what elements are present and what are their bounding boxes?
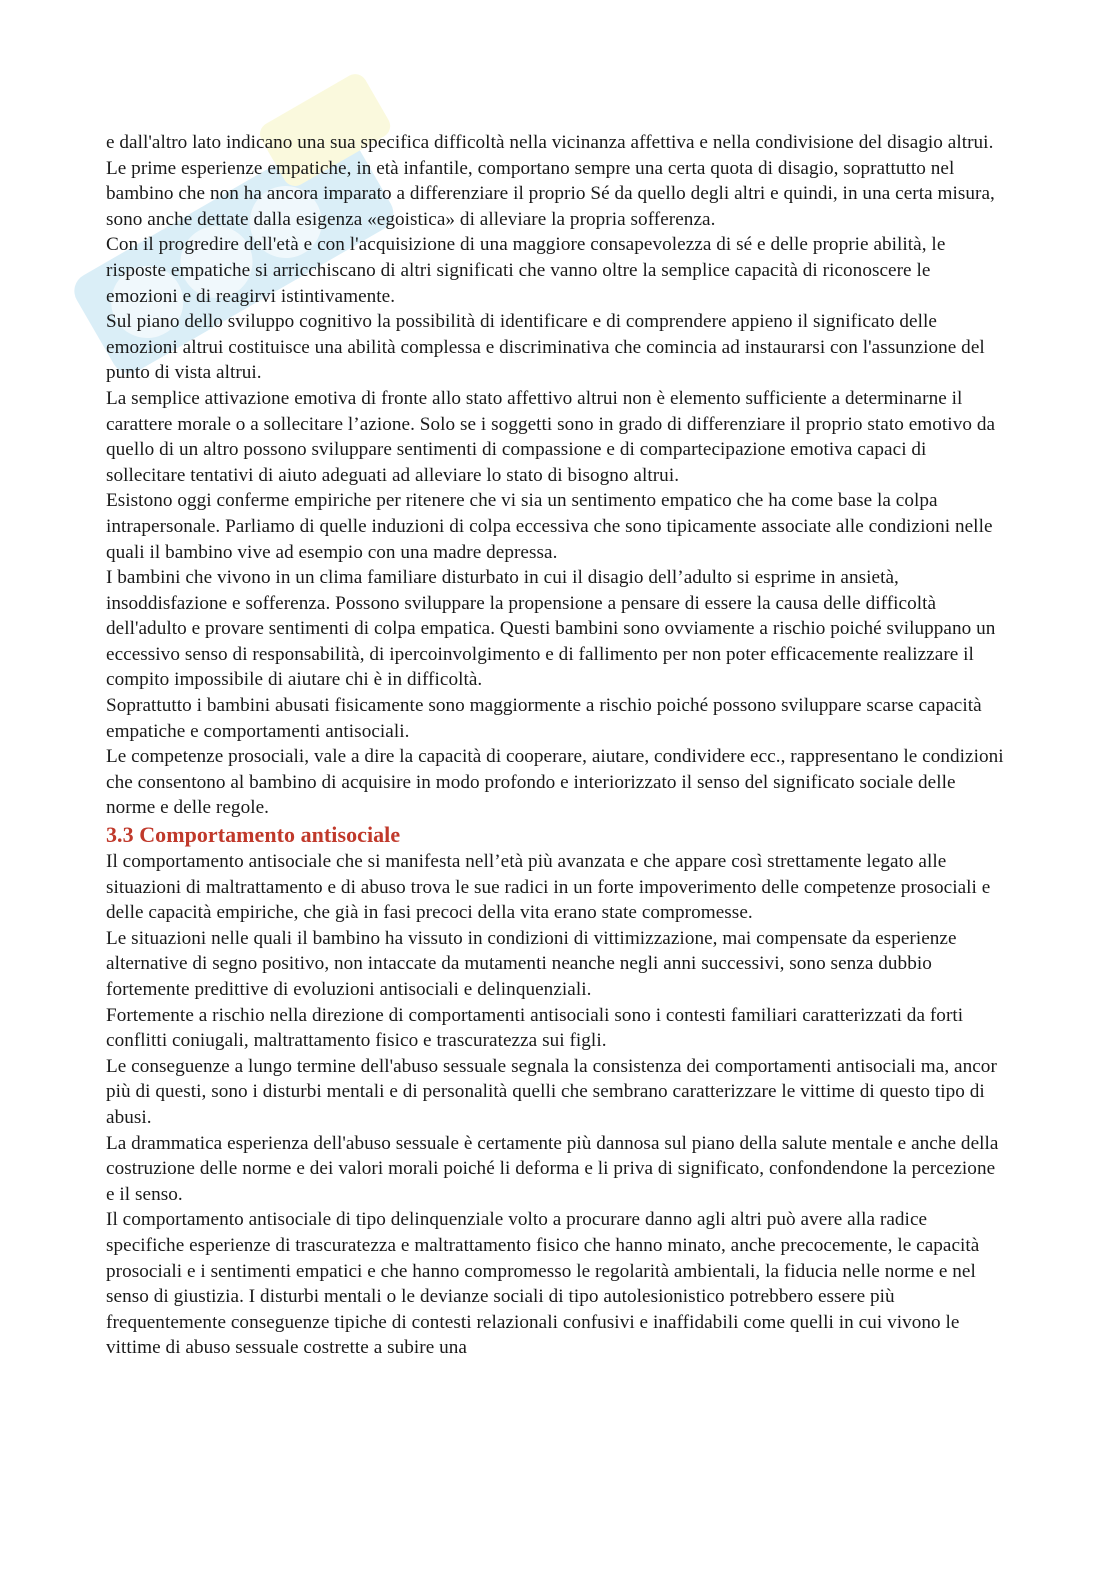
paragraph: Le competenze prosociali, vale a dire la capacità di cooperare, aiutare, condividere ecc., rappresentano le condizioni che consentono al bambino di acquisire in modo profondo e interiorizzato il senso del significato sociale delle norme e delle regole. xyxy=(106,746,1004,819)
paragraph: Il comportamento antisociale di tipo delinquenziale volto a procurare danno agli altri può avere alla radice specifiche esperienze di trascuratezza e maltrattamento fisico che hanno minato, anche precocemente, le capacità prosociali e i sentimenti empatici e che hanno compromesso le regolarità ambientali, la fiducia nelle norme e nel senso di giustizia. I disturbi mentali o le devianze sociali di tipo autolesionistico potrebbero essere più frequentemente conseguenze tipiche di contesti relazionali confusivi e inaffidabili come quelli in cui vivono le vittime di abuso sessuale costrette a subire una xyxy=(106,1209,980,1359)
paragraph: Soprattutto i bambini abusati fisicamente sono maggiormente a rischio poiché possono sviluppare scarse capacità empatiche e comportamenti antisociali. xyxy=(106,695,982,742)
paragraph: Il comportamento antisociale che si manifesta nell’età più avanzata e che appare così strettamente legato alle situazioni di maltrattamento e di abuso trova le sue radici in un forte impoverimento delle competenze prosociali e delle capacità empiriche, che già in fasi precoci della vita erano state compromesse. xyxy=(106,851,991,924)
paragraph: Le conseguenze a lungo termine dell'abuso sessuale segnala la consistenza dei comportamenti antisociali ma, ancor più di questi, sono i disturbi mentali e di personalità quelli che sembrano caratterizzare le vittime di questo tipo di abusi. xyxy=(106,1055,997,1128)
paragraph: La semplice attivazione emotiva di fronte allo stato affettivo altrui non è elemento sufficiente a determinarne il carattere morale o a sollecitare l’azione. Solo se i soggetti sono in grado di differenziare il proprio stato emotivo da quello di un altro possono sviluppare sentimenti di compassione e di compartecipazione emotiva capaci di sollecitare tentativi di aiuto adeguati ad alleviare lo stato di bisogno altrui. xyxy=(106,387,996,486)
paragraph: Esistono oggi conferme empiriche per ritenere che vi sia un sentimento empatico che ha come base la colpa intrapersonale. Parliamo di quelle induzioni di colpa eccessiva che sono tipicamente associate alle condizioni nelle quali il bambino vive ad esempio con una madre depressa. xyxy=(106,490,993,563)
document-body xyxy=(106,130,1006,1361)
paragraph: Le prime esperienze empatiche, in età infantile, comportano sempre una certa quota di disagio, soprattutto nel bambino che non ha ancora imparato a differenziare il proprio Sé da quello degli altri e quindi, in una certa misura, sono anche dettate dalla esigenza «egoistica» di alleviare la propria sofferenza. xyxy=(106,157,995,230)
paragraph: Fortemente a rischio nella direzione di comportamenti antisociali sono i contesti familiari caratterizzati da forti conflitti coniugali, maltrattamento fisico e trascuratezza sui figli. xyxy=(106,1004,964,1052)
paragraph: Con il progredire dell'età e con l'acquisizione di una maggiore consapevolezza di sé e delle proprie abilità, le risposte empatiche si arricchiscano di altri significati che vanno oltre la semplice capacità di riconoscere le emozioni e di reagirvi istintivamente. xyxy=(106,234,946,307)
paragraph: I bambini che vivono in un clima familiare disturbato in cui il disagio dell’adulto si esprime in ansietà, insoddisfazione e sofferenza. Possono sviluppare la propensione a pensare di essere la causa delle difficoltà dell'adulto e provare sentimenti di colpa empatica. Questi bambini sono ovviamente a rischio poiché sviluppano un eccessivo senso di responsabilità, di ipercoinvolgimento e di fallimento per non poter efficacemente realizzare il compito impossibile di aiutare chi è in difficoltà. xyxy=(106,567,996,691)
paragraph: Sul piano dello sviluppo cognitivo la possibilità di identificare e di comprendere appieno il significato delle emozioni altrui costituisce una abilità complessa e discriminativa che comincia ad instaurarsi con l'assunzione del punto di vista altrui. xyxy=(106,311,985,384)
paragraph: La drammatica esperienza dell'abuso sessuale è certamente più dannosa sul piano della salute mentale e anche della costruzione delle norme e dei valori morali poiché li deforma e li priva di significato, confondendone la percezione e il senso. xyxy=(106,1132,999,1205)
paragraph: e dall'altro lato indicano una sua specifica difficoltà nella vicinanza affettiva e nella condivisione del disagio altrui. xyxy=(106,132,994,153)
paragraph: Le situazioni nelle quali il bambino ha vissuto in condizioni di vittimizzazione, mai compensate da esperienze alternative di segno positivo, non intaccate da mutamenti neanche negli anni successivi, sono senza dubbio fortemente predittive di evoluzioni antisociali e delinquenziali. xyxy=(106,927,957,1000)
section-heading: 3.3 Comportamento antisociale xyxy=(106,822,401,848)
